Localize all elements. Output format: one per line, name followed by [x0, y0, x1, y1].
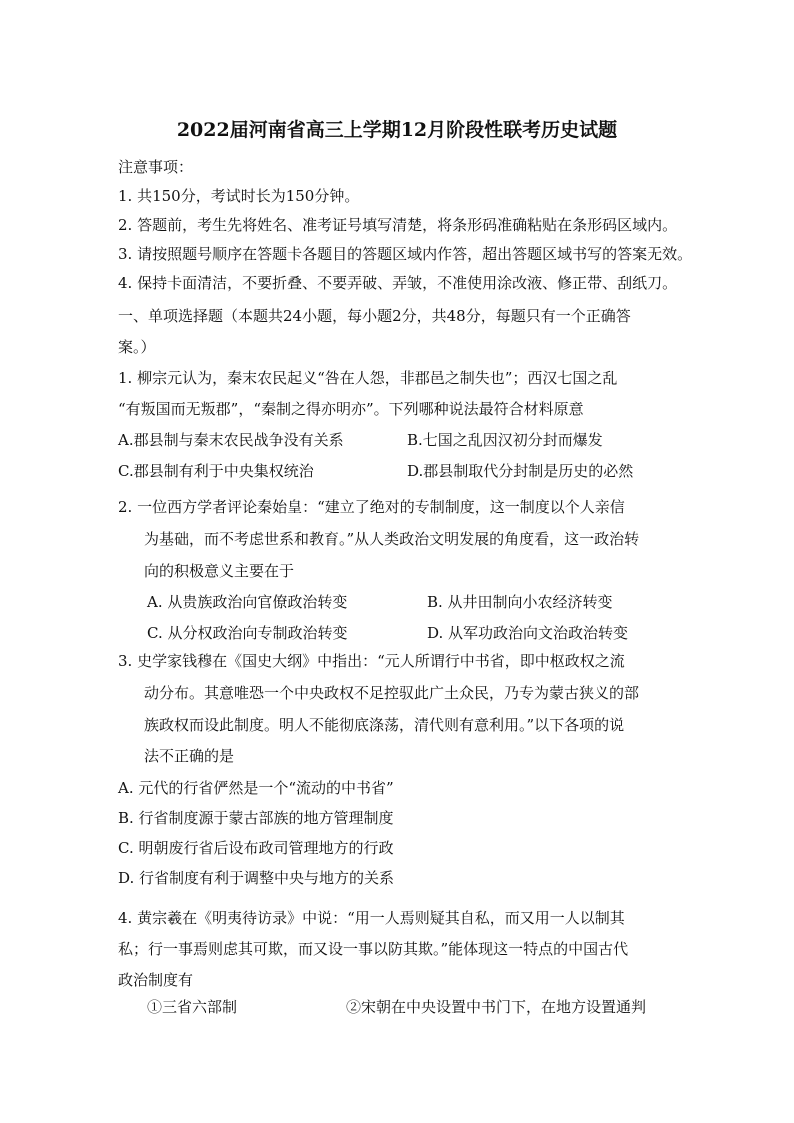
question-3-stem: 3. 史学家钱穆在《国史大纲》中指出：“元人所谓行中书省，即中枢政权之流 [118, 652, 625, 670]
notice-item: 2. 答题前，考生先将姓名、准考证号填写清楚，将条形码准确粘贴在条形码区域内。 [118, 216, 678, 234]
question-2-option-d: D. 从军功政治向文治政治转变 [427, 624, 629, 642]
question-3-option-d: D. 行省制度有利于调整中央与地方的关系 [118, 869, 395, 887]
notice-item: 1. 共150分，考试时长为150分钟。 [118, 187, 360, 205]
page-title: 2022届河南省高三上学期12月阶段性联考历史试题 [176, 119, 618, 141]
notice-heading: 注意事项： [118, 158, 194, 176]
notice-item: 4. 保持卡面清洁，不要折叠、不要弄破、弄皱，不准使用涂改液、修正带、刮纸刀。 [118, 274, 678, 292]
question-2-option-a: A. 从贵族政治向官僚政治转变 [147, 593, 348, 611]
section-heading: 一、单项选择题（本题共24小题，每小题2分，共48分，每题只有一个正确答 [118, 307, 631, 325]
question-3-option-c: C. 明朝废行省后设布政司管理地方的行政 [118, 839, 394, 857]
question-2-stem-cont: 为基础，而不考虑世系和教育。”从人类政治文明发展的角度看，这一政治转 [144, 530, 640, 548]
question-1-stem: 1. 柳宗元认为，秦末农民起义“咎在人怨，非郡邑之制失也”；西汉七国之乱 [118, 369, 618, 387]
section-heading-cont: 案。） [118, 338, 156, 356]
question-3-option-b: B. 行省制度源于蒙古部族的地方管理制度 [118, 809, 394, 827]
notice-item: 3. 请按照题号顺序在答题卡各题目的答题区域内作答，超出答题区域书写的答案无效。 [118, 245, 693, 263]
question-4-stem-cont: 政治制度有 [118, 971, 194, 989]
question-1-option-c: C.郡县制有利于中央集权统治 [118, 462, 314, 480]
question-4-stem: 4. 黄宗羲在《明夷待访录》中说：“用一人焉则疑其自私，而又用一人以制其 [118, 909, 625, 927]
question-1-option-d: D.郡县制取代分封制是历史的必然 [407, 462, 634, 480]
question-1-option-b: B.七国之乱因汉初分封而爆发 [407, 431, 603, 449]
question-3-stem-cont: 动分布。其意唯恐一个中央政权不足控驭此广土众民，乃专为蒙古狭义的部 [144, 684, 640, 702]
question-1-stem-cont: “有叛国而无叛郡”，“秦制之得亦明亦”。下列哪种说法最符合材料原意 [118, 400, 584, 418]
question-2-stem-cont: 向的积极意义主要在于 [144, 562, 295, 580]
question-2-option-b: B. 从井田制向小农经济转变 [427, 593, 613, 611]
question-1-option-a: A.郡县制与秦末农民战争没有关系 [118, 431, 344, 449]
question-4-stem-cont: 私；行一事焉则虑其可欺，而又设一事以防其欺。”能体现这一特点的中国古代 [118, 940, 629, 958]
question-2-stem: 2. 一位西方学者评论秦始皇：“建立了绝对的专制制度，这一制度以个人亲信 [118, 498, 625, 516]
question-4-item-2: ②宋朝在中央设置中书门下，在地方设置通判 [346, 998, 647, 1016]
question-3-stem-cont: 法不正确的是 [144, 747, 235, 765]
question-2-option-c: C. 从分权政治向专制政治转变 [147, 624, 348, 642]
question-4-item-1: ①三省六部制 [147, 998, 238, 1016]
question-3-option-a: A. 元代的行省俨然是一个“流动的中书省” [118, 779, 394, 797]
question-3-stem-cont: 族政权而设此制度。明人不能彻底涤荡，清代则有意利用。”以下各项的说 [144, 716, 625, 734]
